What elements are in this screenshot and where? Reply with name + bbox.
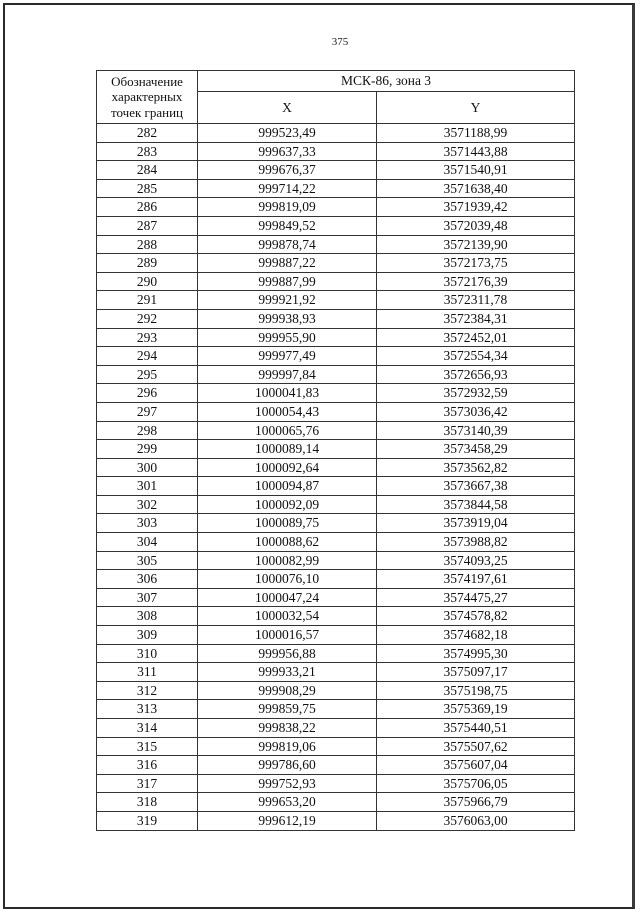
coordinate-system-header: МСК-86, зона 3 — [198, 71, 575, 92]
x-coordinate-cell: 999955,90 — [198, 328, 377, 347]
x-coordinate-cell: 999752,93 — [198, 774, 377, 793]
table-row — [97, 272, 575, 291]
point-number-cell: 292 — [97, 309, 198, 328]
point-number-cell: 306 — [97, 570, 198, 589]
table-row — [97, 495, 575, 514]
point-number-cell: 299 — [97, 440, 198, 459]
x-coordinate-cell: 999956,88 — [198, 644, 377, 663]
table-row — [97, 402, 575, 421]
y-coordinate-cell: 3573140,39 — [377, 421, 575, 440]
table-row — [97, 254, 575, 273]
table-row — [97, 570, 575, 589]
y-coordinate-cell: 3575097,17 — [377, 663, 575, 682]
table-row — [97, 644, 575, 663]
x-coordinate-cell: 1000092,64 — [198, 458, 377, 477]
point-number-cell: 290 — [97, 272, 198, 291]
y-coordinate-cell: 3575369,19 — [377, 700, 575, 719]
y-coordinate-cell: 3571939,42 — [377, 198, 575, 217]
x-coordinate-cell: 999653,20 — [198, 793, 377, 812]
x-coordinate-cell: 999878,74 — [198, 235, 377, 254]
x-coordinate-cell: 999523,49 — [198, 124, 377, 143]
table-row — [97, 124, 575, 143]
point-number-cell: 297 — [97, 402, 198, 421]
y-coordinate-cell: 3572452,01 — [377, 328, 575, 347]
table-row — [97, 384, 575, 403]
table-row — [97, 309, 575, 328]
table-row — [97, 551, 575, 570]
point-number-cell: 298 — [97, 421, 198, 440]
point-number-cell: 312 — [97, 681, 198, 700]
table-row — [97, 440, 575, 459]
table-header — [97, 71, 575, 124]
x-coordinate-cell: 1000094,87 — [198, 477, 377, 496]
point-number-cell: 311 — [97, 663, 198, 682]
table-row — [97, 458, 575, 477]
y-column-header: Y — [377, 92, 575, 124]
x-coordinate-cell: 999637,33 — [198, 142, 377, 161]
x-coordinate-cell: 999612,19 — [198, 811, 377, 830]
point-number-cell: 289 — [97, 254, 198, 273]
x-coordinate-cell: 999838,22 — [198, 719, 377, 738]
x-coordinate-cell: 1000082,99 — [198, 551, 377, 570]
point-number-cell: 303 — [97, 514, 198, 533]
x-coordinate-cell: 1000054,43 — [198, 402, 377, 421]
y-coordinate-cell: 3571188,99 — [377, 124, 575, 143]
y-coordinate-cell: 3576063,00 — [377, 811, 575, 830]
y-coordinate-cell: 3575440,51 — [377, 719, 575, 738]
x-coordinate-cell: 999859,75 — [198, 700, 377, 719]
x-column-header: X — [198, 92, 377, 124]
x-coordinate-cell: 999933,21 — [198, 663, 377, 682]
table-row — [97, 588, 575, 607]
point-number-cell: 315 — [97, 737, 198, 756]
page-number: 375 — [331, 36, 349, 48]
table-row — [97, 142, 575, 161]
point-number-cell: 287 — [97, 216, 198, 235]
x-coordinate-cell: 1000092,09 — [198, 495, 377, 514]
point-number-cell: 282 — [97, 124, 198, 143]
point-number-cell: 319 — [97, 811, 198, 830]
point-label-header: Обозначение характерных точек границ — [97, 71, 198, 124]
y-coordinate-cell: 3574578,82 — [377, 607, 575, 626]
point-number-cell: 301 — [97, 477, 198, 496]
y-coordinate-cell: 3572554,34 — [377, 347, 575, 366]
x-coordinate-cell: 999938,93 — [198, 309, 377, 328]
point-number-cell: 291 — [97, 291, 198, 310]
table-body — [97, 124, 575, 831]
point-number-cell: 293 — [97, 328, 198, 347]
y-coordinate-cell: 3572176,39 — [377, 272, 575, 291]
y-coordinate-cell: 3574093,25 — [377, 551, 575, 570]
point-number-cell: 288 — [97, 235, 198, 254]
x-coordinate-cell: 999676,37 — [198, 161, 377, 180]
y-coordinate-cell: 3574995,30 — [377, 644, 575, 663]
y-coordinate-cell: 3571638,40 — [377, 179, 575, 198]
y-coordinate-cell: 3573667,38 — [377, 477, 575, 496]
y-coordinate-cell: 3573458,29 — [377, 440, 575, 459]
table-row — [97, 533, 575, 552]
table-row — [97, 161, 575, 180]
y-coordinate-cell: 3575607,04 — [377, 756, 575, 775]
point-number-cell: 283 — [97, 142, 198, 161]
table-row — [97, 291, 575, 310]
x-coordinate-cell: 1000089,14 — [198, 440, 377, 459]
x-coordinate-cell: 1000065,76 — [198, 421, 377, 440]
point-number-cell: 284 — [97, 161, 198, 180]
y-coordinate-cell: 3574197,61 — [377, 570, 575, 589]
y-coordinate-cell: 3575706,05 — [377, 774, 575, 793]
y-coordinate-cell: 3572039,48 — [377, 216, 575, 235]
y-coordinate-cell: 3573036,42 — [377, 402, 575, 421]
x-coordinate-cell: 1000047,24 — [198, 588, 377, 607]
table-row — [97, 737, 575, 756]
point-number-cell: 318 — [97, 793, 198, 812]
x-coordinate-cell: 999786,60 — [198, 756, 377, 775]
y-coordinate-cell: 3572656,93 — [377, 365, 575, 384]
table-row — [97, 365, 575, 384]
x-coordinate-cell: 999977,49 — [198, 347, 377, 366]
x-coordinate-cell: 999887,99 — [198, 272, 377, 291]
table-row — [97, 514, 575, 533]
table-row — [97, 793, 575, 812]
x-coordinate-cell: 999887,22 — [198, 254, 377, 273]
x-coordinate-cell: 999997,84 — [198, 365, 377, 384]
table-row — [97, 347, 575, 366]
point-number-cell: 314 — [97, 719, 198, 738]
y-coordinate-cell: 3572311,78 — [377, 291, 575, 310]
coordinates-table — [96, 70, 575, 831]
y-coordinate-cell: 3575198,75 — [377, 681, 575, 700]
table-row — [97, 681, 575, 700]
point-number-cell: 286 — [97, 198, 198, 217]
y-coordinate-cell: 3573919,04 — [377, 514, 575, 533]
point-number-cell: 308 — [97, 607, 198, 626]
y-coordinate-cell: 3573988,82 — [377, 533, 575, 552]
point-number-cell: 304 — [97, 533, 198, 552]
y-coordinate-cell: 3572139,90 — [377, 235, 575, 254]
y-coordinate-cell: 3573844,58 — [377, 495, 575, 514]
point-number-cell: 302 — [97, 495, 198, 514]
point-number-cell: 296 — [97, 384, 198, 403]
point-number-cell: 309 — [97, 626, 198, 645]
table-row — [97, 198, 575, 217]
table-row — [97, 328, 575, 347]
point-number-cell: 305 — [97, 551, 198, 570]
y-coordinate-cell: 3575966,79 — [377, 793, 575, 812]
x-coordinate-cell: 1000016,57 — [198, 626, 377, 645]
table-row — [97, 756, 575, 775]
point-number-cell: 313 — [97, 700, 198, 719]
y-coordinate-cell: 3571540,91 — [377, 161, 575, 180]
x-coordinate-cell: 1000032,54 — [198, 607, 377, 626]
x-coordinate-cell: 1000041,83 — [198, 384, 377, 403]
table-row — [97, 607, 575, 626]
x-coordinate-cell: 999921,92 — [198, 291, 377, 310]
point-number-cell: 310 — [97, 644, 198, 663]
y-coordinate-cell: 3571443,88 — [377, 142, 575, 161]
table-row — [97, 626, 575, 645]
x-coordinate-cell: 1000088,62 — [198, 533, 377, 552]
x-coordinate-cell: 999819,06 — [198, 737, 377, 756]
point-number-cell: 307 — [97, 588, 198, 607]
point-number-cell: 317 — [97, 774, 198, 793]
y-coordinate-cell: 3573562,82 — [377, 458, 575, 477]
y-coordinate-cell: 3572384,31 — [377, 309, 575, 328]
point-number-cell: 285 — [97, 179, 198, 198]
y-coordinate-cell: 3575507,62 — [377, 737, 575, 756]
point-number-cell: 295 — [97, 365, 198, 384]
y-coordinate-cell: 3572932,59 — [377, 384, 575, 403]
table-row — [97, 700, 575, 719]
table-row — [97, 719, 575, 738]
table-row — [97, 235, 575, 254]
table-row — [97, 811, 575, 830]
y-coordinate-cell: 3574475,27 — [377, 588, 575, 607]
table-row — [97, 477, 575, 496]
point-number-cell: 300 — [97, 458, 198, 477]
table-row — [97, 421, 575, 440]
x-coordinate-cell: 1000089,75 — [198, 514, 377, 533]
x-coordinate-cell: 1000076,10 — [198, 570, 377, 589]
point-number-cell: 316 — [97, 756, 198, 775]
table-row — [97, 774, 575, 793]
table-row — [97, 663, 575, 682]
x-coordinate-cell: 999714,22 — [198, 179, 377, 198]
x-coordinate-cell: 999819,09 — [198, 198, 377, 217]
table-row — [97, 216, 575, 235]
y-coordinate-cell: 3574682,18 — [377, 626, 575, 645]
table-row — [97, 179, 575, 198]
point-number-cell: 294 — [97, 347, 198, 366]
y-coordinate-cell: 3572173,75 — [377, 254, 575, 273]
x-coordinate-cell: 999849,52 — [198, 216, 377, 235]
x-coordinate-cell: 999908,29 — [198, 681, 377, 700]
